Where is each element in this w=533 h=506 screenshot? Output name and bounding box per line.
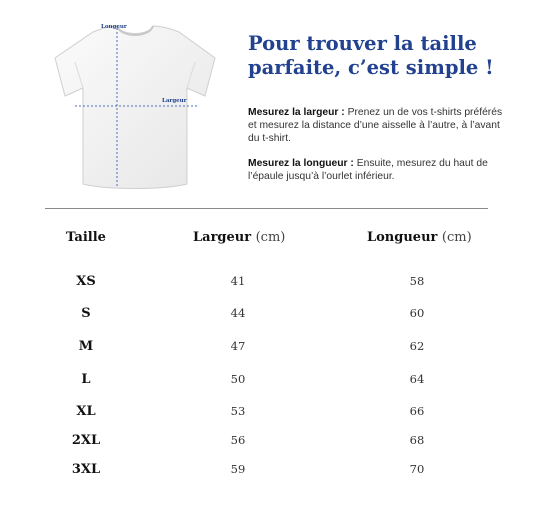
title-line-1: Pour trouver la taille xyxy=(248,32,477,55)
title-line-2: parfaite, c’est simple ! xyxy=(248,56,494,79)
size-guide-header xyxy=(0,0,533,205)
width-cell: 41 xyxy=(230,274,246,288)
size-cell: 2XL xyxy=(71,433,101,448)
width-cell: 44 xyxy=(230,306,246,320)
length-cell: 66 xyxy=(409,404,425,418)
length-instruction xyxy=(248,157,513,183)
size-cell: S xyxy=(81,306,91,321)
column-header-length xyxy=(367,230,472,245)
length-cell: 68 xyxy=(409,433,425,447)
width-cell: 50 xyxy=(230,372,246,386)
tshirt-icon xyxy=(45,18,225,200)
width-instruction-label: Mesurez la largeur : xyxy=(248,107,345,118)
length-cell: 62 xyxy=(409,339,425,353)
table-row xyxy=(0,462,533,482)
size-cell: 3XL xyxy=(71,462,101,477)
length-cell: 70 xyxy=(409,462,425,476)
width-cell: 59 xyxy=(230,462,246,476)
column-header-size: Taille xyxy=(66,230,106,245)
table-row xyxy=(0,339,533,359)
column-header-width xyxy=(193,230,285,245)
length-guide-label: Longeur xyxy=(101,24,127,30)
length-cell: 60 xyxy=(409,306,425,320)
width-cell: 53 xyxy=(230,404,246,418)
section-divider xyxy=(45,208,488,209)
size-cell: XS xyxy=(76,274,96,289)
length-cell: 58 xyxy=(409,274,425,288)
column-header-length-label: Longueur xyxy=(367,230,438,245)
table-row xyxy=(0,404,533,424)
width-instruction xyxy=(248,106,513,145)
table-row xyxy=(0,433,533,453)
width-instruction-text: Prenez un de vos t-shirts préférés et mesurez la distance d’une aisselle à l’autre, à l’avant du t-shirt. xyxy=(248,107,503,144)
width-cell: 47 xyxy=(230,339,246,353)
tshirt-illustration xyxy=(45,18,225,200)
table-row xyxy=(0,274,533,294)
page-title xyxy=(248,32,518,80)
size-cell: L xyxy=(81,372,91,387)
size-cell: XL xyxy=(76,404,96,419)
column-header-width-label: Largeur xyxy=(193,230,252,245)
size-table-header xyxy=(0,230,533,250)
width-cell: 56 xyxy=(230,433,246,447)
table-row xyxy=(0,372,533,392)
size-cell: M xyxy=(78,339,94,354)
column-header-length-unit: (cm) xyxy=(441,230,472,245)
table-row xyxy=(0,306,533,326)
length-instruction-label: Mesurez la longueur : xyxy=(248,158,354,169)
length-cell: 64 xyxy=(409,372,425,386)
width-guide-label: Largeur xyxy=(162,98,187,104)
column-header-width-unit: (cm) xyxy=(255,230,286,245)
length-instruction-text: Ensuite, mesurez du haut de l’épaule jusqu’à l’ourlet inférieur. xyxy=(248,158,488,182)
